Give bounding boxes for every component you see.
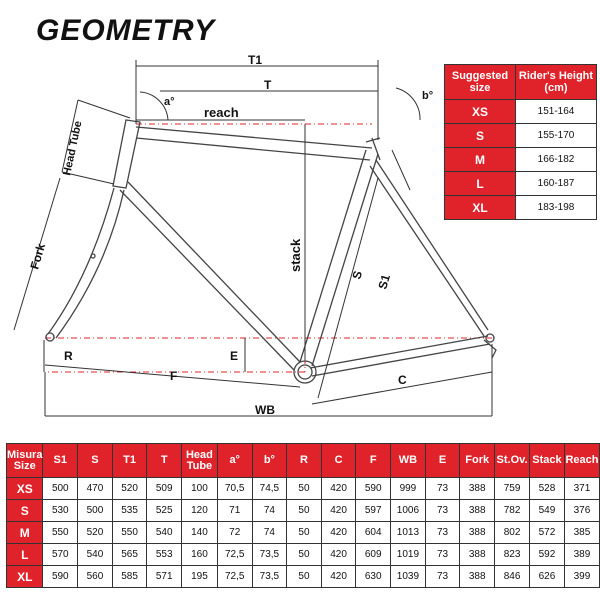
geometry-cell: 823 xyxy=(495,544,530,566)
geometry-cell: 500 xyxy=(78,500,113,522)
label-t1: T1 xyxy=(248,53,263,67)
geometry-cell: 70,5 xyxy=(217,478,252,500)
geometry-header: S xyxy=(78,444,113,478)
geometry-cell: 500 xyxy=(43,478,78,500)
geometry-cell: 388 xyxy=(460,478,495,500)
geometry-header: b° xyxy=(252,444,287,478)
geometry-cell: 470 xyxy=(78,478,113,500)
geometry-cell: 590 xyxy=(356,478,391,500)
geometry-cell: 999 xyxy=(391,478,426,500)
geometry-header: Fork xyxy=(460,444,495,478)
geometry-cell: 388 xyxy=(460,544,495,566)
geometry-cell: 520 xyxy=(112,478,147,500)
size-label: XL xyxy=(445,196,516,220)
geometry-cell: 73 xyxy=(425,544,460,566)
geometry-header: Misura Size xyxy=(7,444,43,478)
size-label: M xyxy=(445,148,516,172)
geometry-cell: 420 xyxy=(321,522,356,544)
geometry-cell: 399 xyxy=(564,566,599,588)
geometry-cell: 846 xyxy=(495,566,530,588)
geometry-cell: 420 xyxy=(321,500,356,522)
geometry-cell: 389 xyxy=(564,544,599,566)
geometry-cell: 540 xyxy=(147,522,182,544)
geometry-header: E xyxy=(425,444,460,478)
geometry-cell: 630 xyxy=(356,566,391,588)
label-stack: stack xyxy=(288,238,303,272)
geometry-cell: 609 xyxy=(356,544,391,566)
geometry-cell: 385 xyxy=(564,522,599,544)
size-row xyxy=(445,196,597,220)
geometry-cell: 1019 xyxy=(391,544,426,566)
down-tube xyxy=(128,182,300,362)
geometry-cell: 604 xyxy=(356,522,391,544)
geometry-cell: 420 xyxy=(321,566,356,588)
geometry-row xyxy=(7,500,600,522)
rider-height: 160-187 xyxy=(516,172,597,196)
geometry-cell: 74 xyxy=(252,500,287,522)
geometry-cell: 50 xyxy=(287,522,322,544)
size-table-header: Suggested size xyxy=(445,65,516,100)
geometry-cell: 540 xyxy=(78,544,113,566)
seat-tube xyxy=(300,150,366,362)
geometry-cell: 73 xyxy=(425,566,460,588)
size-row xyxy=(445,148,597,172)
bike-frame xyxy=(46,120,496,383)
geometry-cell: 535 xyxy=(112,500,147,522)
geometry-header: S1 xyxy=(43,444,78,478)
geometry-cell: 597 xyxy=(356,500,391,522)
label-head-tube: Head Tube xyxy=(61,119,85,177)
size-label: XS xyxy=(445,100,516,124)
geometry-header: St.Ov. xyxy=(495,444,530,478)
geometry-size-label: XS xyxy=(7,478,43,500)
size-row xyxy=(445,124,597,148)
geometry-cell: 74 xyxy=(252,522,287,544)
label-wb: WB xyxy=(255,403,275,417)
label-c: C xyxy=(398,373,407,387)
geometry-header: Head Tube xyxy=(182,444,218,478)
geometry-cell: 50 xyxy=(287,478,322,500)
geometry-cell: 585 xyxy=(112,566,147,588)
geometry-cell: 1039 xyxy=(391,566,426,588)
label-f: F xyxy=(170,369,178,383)
label-s: S xyxy=(349,269,366,281)
geometry-size-label: S xyxy=(7,500,43,522)
rider-height: 166-182 xyxy=(516,148,597,172)
geometry-cell: 73 xyxy=(425,478,460,500)
label-reach: reach xyxy=(204,105,239,120)
geometry-cell: 571 xyxy=(147,566,182,588)
geometry-cell: 420 xyxy=(321,478,356,500)
geometry-cell: 528 xyxy=(530,478,565,500)
geometry-cell: 549 xyxy=(530,500,565,522)
geometry-cell: 120 xyxy=(182,500,218,522)
geometry-cell: 590 xyxy=(43,566,78,588)
label-b-angle: b° xyxy=(422,90,434,102)
geometry-cell: 50 xyxy=(287,500,322,522)
geometry-cell: 530 xyxy=(43,500,78,522)
label-e: E xyxy=(230,349,239,363)
geometry-cell: 72,5 xyxy=(217,544,252,566)
rider-height: 155-170 xyxy=(516,124,597,148)
geometry-header: WB xyxy=(391,444,426,478)
geometry-cell: 50 xyxy=(287,544,322,566)
geometry-cell: 72,5 xyxy=(217,566,252,588)
geometry-size-label: L xyxy=(7,544,43,566)
geometry-cell: 1006 xyxy=(391,500,426,522)
size-table xyxy=(444,64,597,220)
geometry-cell: 570 xyxy=(43,544,78,566)
geometry-cell: 592 xyxy=(530,544,565,566)
geometry-cell: 520 xyxy=(78,522,113,544)
geometry-header: Reach xyxy=(564,444,599,478)
geometry-cell: 195 xyxy=(182,566,218,588)
geometry-cell: 160 xyxy=(182,544,218,566)
geometry-cell: 73 xyxy=(425,500,460,522)
geometry-size-label: XL xyxy=(7,566,43,588)
geometry-cell: 565 xyxy=(112,544,147,566)
geometry-header: T1 xyxy=(112,444,147,478)
geometry-header: T xyxy=(147,444,182,478)
label-r: R xyxy=(64,349,73,363)
geometry-cell: 71 xyxy=(217,500,252,522)
geometry-header: Stack xyxy=(530,444,565,478)
label-s1: S1 xyxy=(375,272,393,291)
geometry-cell: 100 xyxy=(182,478,218,500)
geometry-table xyxy=(6,443,600,588)
size-label: L xyxy=(445,172,516,196)
geometry-cell: 509 xyxy=(147,478,182,500)
head-tube xyxy=(113,120,140,188)
geometry-cell: 72 xyxy=(217,522,252,544)
geometry-header: a° xyxy=(217,444,252,478)
rider-height: 151-164 xyxy=(516,100,597,124)
geometry-row xyxy=(7,478,600,500)
geometry-cell: 371 xyxy=(564,478,599,500)
geometry-row xyxy=(7,522,600,544)
geometry-cell: 782 xyxy=(495,500,530,522)
geometry-cell: 1013 xyxy=(391,522,426,544)
geometry-cell: 140 xyxy=(182,522,218,544)
label-t: T xyxy=(264,78,272,92)
geometry-header: F xyxy=(356,444,391,478)
geometry-size-label: M xyxy=(7,522,43,544)
label-fork: Fork xyxy=(27,241,49,271)
geometry-row xyxy=(7,544,600,566)
geometry-header: R xyxy=(287,444,322,478)
geometry-cell: 74,5 xyxy=(252,478,287,500)
geometry-cell: 553 xyxy=(147,544,182,566)
geometry-cell: 50 xyxy=(287,566,322,588)
dimension-lines xyxy=(14,60,492,416)
geometry-cell: 376 xyxy=(564,500,599,522)
geometry-cell: 550 xyxy=(43,522,78,544)
size-table-header: Rider's Height (cm) xyxy=(516,65,597,100)
geometry-row xyxy=(7,566,600,588)
geometry-cell: 388 xyxy=(460,522,495,544)
page-title: GEOMETRY xyxy=(36,14,216,47)
geometry-cell: 388 xyxy=(460,500,495,522)
size-row xyxy=(445,100,597,124)
geometry-cell: 626 xyxy=(530,566,565,588)
geometry-cell: 560 xyxy=(78,566,113,588)
rider-height: 183-198 xyxy=(516,196,597,220)
label-a-angle: a° xyxy=(164,96,175,108)
geometry-cell: 420 xyxy=(321,544,356,566)
geometry-cell: 525 xyxy=(147,500,182,522)
geometry-cell: 550 xyxy=(112,522,147,544)
size-label: S xyxy=(445,124,516,148)
geometry-cell: 572 xyxy=(530,522,565,544)
geometry-header: C xyxy=(321,444,356,478)
chain-stay xyxy=(310,336,488,368)
fork xyxy=(48,188,114,334)
geometry-cell: 802 xyxy=(495,522,530,544)
top-tube xyxy=(136,127,372,148)
geometry-cell: 73,5 xyxy=(252,566,287,588)
geometry-cell: 388 xyxy=(460,566,495,588)
size-row xyxy=(445,172,597,196)
geometry-cell: 73 xyxy=(425,522,460,544)
geometry-cell: 759 xyxy=(495,478,530,500)
geometry-cell: 73,5 xyxy=(252,544,287,566)
